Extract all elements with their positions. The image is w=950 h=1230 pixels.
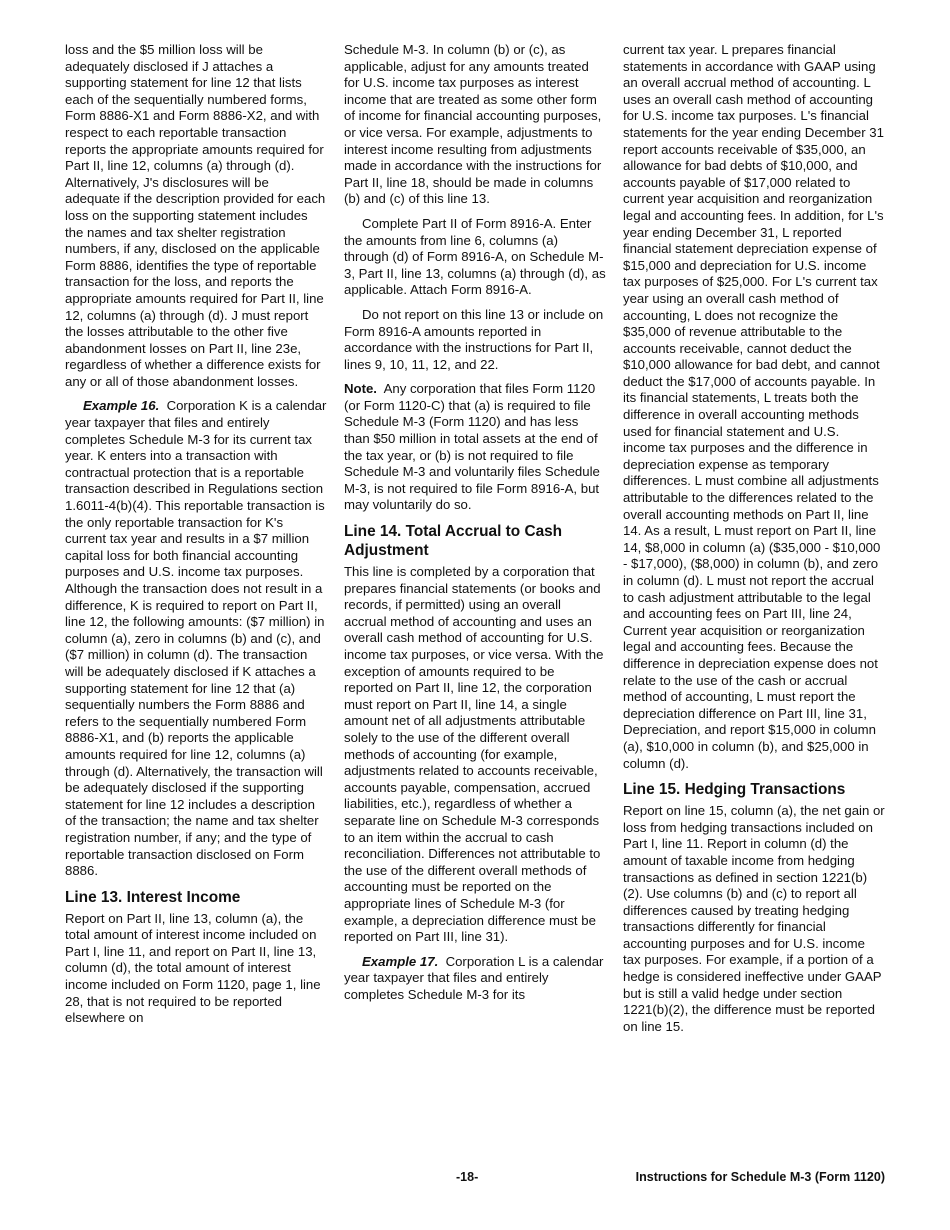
paragraph: Schedule M-3. In column (b) or (c), as applicable, adjust for any amounts treated for U.S. income tax purposes as interest income that are treated as some other form of income for financial accounting purposes, or vice versa. For example, adjustments to interest income resulting from adjustments made in accordance with the instructions for Part II, line 18, should be made in columns (b) and (c) of this line 13. xyxy=(344,42,602,207)
note-text: Any corporation that files Form 1120 (or Form 1120-C) that (a) is required to file Schedule M-3 (Form 1120) and has less than $50 million in total assets at the end of the tax year, or (b) is not required to file Schedule M-3 and voluntarily files Schedule M-3, is not required to file Form 8916-A, but may voluntarily do so. xyxy=(344,381,600,513)
example-16-paragraph xyxy=(65,398,327,879)
paragraph: Report on Part II, line 13, column (a), the total amount of interest income included on Part I, line 11, and report on Part II, line 13, column (d), the total amount of interest income included on Form 1120, page 1, line 28, that is not required to be reported elsewhere on xyxy=(65,910,321,1026)
section-heading-line-13: Line 13. Interest Income xyxy=(65,888,241,906)
example-label: Example 17. xyxy=(362,953,439,969)
paragraph: loss and the $5 million loss will be adequately disclosed if J attaches a supporting statement for line 12 that lists each of the sequentially numbered forms, Form 8886-X1 and Form 8886-X2, and with respect to each reportable transaction reports the appropriate amounts required for Part II, line 12, columns (a) through (d). Alternatively, J's disclosures will be adequate if the description provided for each loss on the supporting statement includes the names and tax shelter registration numbers, if any, disclosed on the applicable Form 8886, identifies the type of reportable transaction for the loss, and reports the appropriate amounts required for Part II, line 12, columns (a) through (d). J must report the losses attributable to the other five abandonment losses on Part II, line 23e, regardless of whether a difference exists for any or all of those abandonment losses. xyxy=(65,42,326,389)
example-text: Corporation K is a calendar year taxpayer that files and entirely completes Schedule M-3 for its current tax year. K enters into a transaction with contractual protection that is a reportable transaction described in Regulations section 1.6011-4(b)(4). This reportable transaction is the only reportable transaction for K's current tax year and results in a $7 million capital loss for both financial accounting purposes and U.S. income tax purposes. Although the transaction does not result in a difference, K is required to report on Part II, line 12, the following amounts: ($7 million) in column (a), zero in columns (b) and (c), and ($7 million) in column (d). The transaction will be adequately disclosed if K attaches a supporting statement for line 12 that (a) sequentially numbers the Form 8886 and refers to the sequentially numbered Form 8886-X1, and (b) reports the applicable amounts required for line 12, columns (a) through (d). Alternatively, the transaction will be adequately disclosed if the supporting statement for line 12 includes a description of the transaction; the name and tax shelter registration number, if any; and the type of reportable transaction disclosed on Form 8886. xyxy=(65,398,327,879)
page-number: -18- xyxy=(456,1170,479,1184)
document-title-footer: Instructions for Schedule M-3 (Form 1120) xyxy=(635,1170,885,1184)
text-column-2 xyxy=(344,42,606,1011)
example-17-paragraph xyxy=(344,954,606,1004)
note-paragraph xyxy=(344,381,606,514)
section-heading-line-14: Line 14. Total Accrual to Cash Adjustment xyxy=(344,523,563,560)
section-heading-line-15: Line 15. Hedging Transactions xyxy=(623,781,846,799)
paragraph: current tax year. L prepares financial statements in accordance with GAAP using an overall accrual method of accounting. L uses an overall cash method of accounting for U.S. income tax purposes. L's financial statements for the year ending December 31 report accounts receivable of $35,000, an allowance for bad debts of $10,000, and accounts payable of $17,000 related to current year acquisition and reorganization legal and accounting fees. In addition, for L's year ending December 31, L reported financial statement depreciation expense of $15,000 and depreciation for U.S. income tax purposes of $25,000. For L's current tax year using an overall cash method of accounting, L does not recognize the $35,000 of revenue attributable to the accounts receivable, cannot deduct the $10,000 allowance for bad debt, and cannot deduct the $17,000 of accounts payable. In its financial statements, L treats both the difference in overall accounting methods used for financial statement and U.S. income tax purposes and the difference in depreciation expense as temporary differences. L must combine all adjustments attributable to the differences related to the overall accounting methods on Part II, line 14. As a result, L must report on Part II, line 14, $8,000 in column (a) ($35,000 - $10,000 - $17,000), ($8,000) in column (b), and zero in column (d). L must not report the accrual to cash adjustment attributable to the legal and accounting fees on Part III, line 24, Current year acquisition or reorganization legal and accounting fees. Because the difference in depreciation expense does not relate to the use of the cash or accrual method of accounting, L must report the depreciation difference on Part III, line 31, Depreciation, and report $15,000 in column (a), $10,000 in column (b), and $25,000 in column (d). xyxy=(623,42,884,771)
text-column-3 xyxy=(623,42,885,1043)
text-column-1 xyxy=(65,42,327,1035)
paragraph: Complete Part II of Form 8916-A. Enter the amounts from line 6, columns (a) through (d) of Form 8916-A, on Schedule M-3, Part II, line 13, columns (a) through (d), as applicable. Attach Form 8916-A. xyxy=(344,215,606,298)
paragraph: Report on line 15, column (a), the net gain or loss from hedging transactions included on Part I, line 11. Report in column (d) the amount of taxable income from hedging transactions as defined in section 1221(b)(2). Use columns (b) and (c) to report all differences caused by treating hedging transactions differently for financial accounting purposes and for U.S. income tax purposes. For example, if a portion of a hedge is considered ineffective under GAAP but is still a valid hedge under section 1221(b)(2), the difference must be reported on line 15. xyxy=(623,803,885,1034)
example-text: Corporation L is a calendar year taxpayer that files and entirely completes Schedule M-3 for its xyxy=(344,953,604,1002)
note-label: Note. xyxy=(344,381,377,397)
paragraph: This line is completed by a corporation that prepares financial statements (or books and records, if permitted) using an overall accrual method of accounting and uses an overall cash method of accounting for U.S. income tax purposes, or vice versa. With the exception of amounts required to be reported on Part II, line 12, the corporation must report on Part II, line 14, a single amount net of all adjustments attributable solely to the use of the different overall methods of accounting (for example, adjustments related to accounts receivable, accounts payable, compensation, accrued liabilities, etc.), regardless of whether a separate line on Schedule M-3 corresponds to an item within the accrual to cash reconciliation. Differences not attributable to the use of the different overall methods of accounting must be reported on the appropriate lines of Schedule M-3 (for example, a depreciation difference must be reported on Part III, line 31). xyxy=(344,564,604,945)
paragraph: Do not report on this line 13 or include on Form 8916-A amounts reported in accordance with the instructions for Part II, lines 9, 10, 11, 12, and 22. xyxy=(344,306,604,372)
example-label: Example 16. xyxy=(83,398,160,414)
